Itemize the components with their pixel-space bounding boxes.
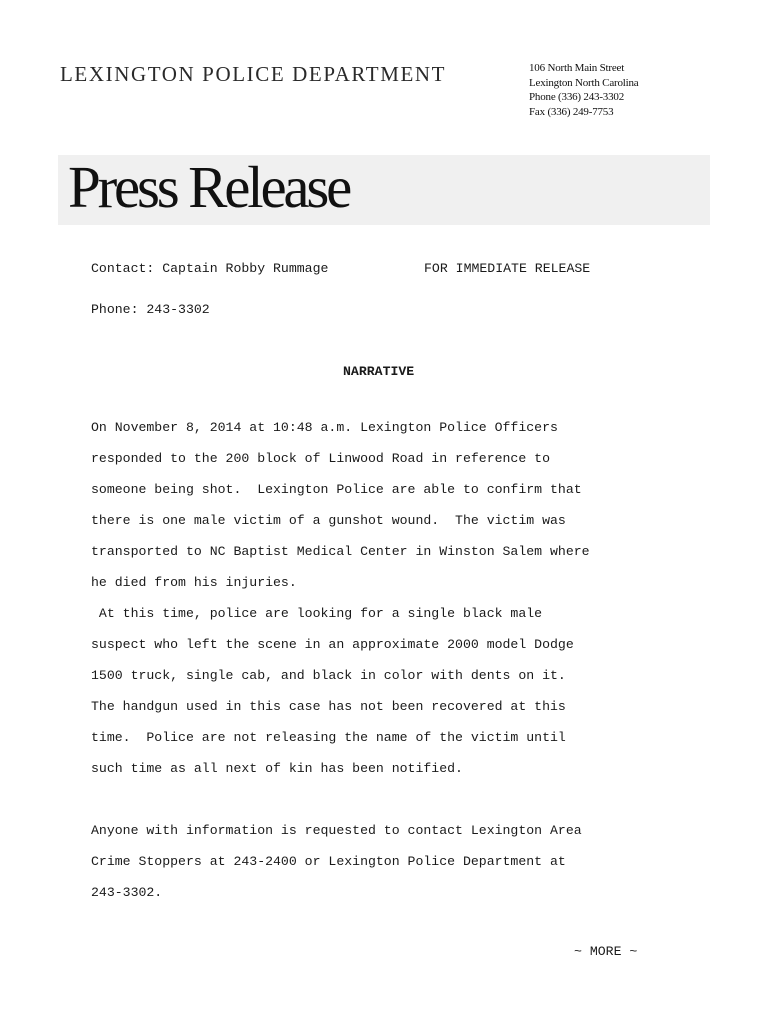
department-name: LEXINGTON POLICE DEPARTMENT xyxy=(60,62,447,86)
paragraph-line: responded to the 200 block of Linwood Road in reference to xyxy=(91,451,550,466)
paragraph-line: suspect who left the scene in an approximate 2000 model Dodge xyxy=(91,637,574,652)
paragraph-line: there is one male victim of a gunshot wound. The victim was xyxy=(91,513,566,528)
narrative-paragraph-2 xyxy=(91,815,691,908)
contact-phone: Phone: 243-3302 xyxy=(91,302,210,317)
contact-person: Contact: Captain Robby Rummage xyxy=(91,261,329,276)
narrative-paragraph-1 xyxy=(91,412,691,784)
paragraph-line: Anyone with information is requested to contact Lexington Area xyxy=(91,823,582,838)
paragraph-line: 1500 truck, single cab, and black in color with dents on it. xyxy=(91,668,566,683)
press-release-banner xyxy=(58,155,710,225)
paragraph-line: he died from his injuries. xyxy=(91,575,297,590)
paragraph-line: such time as all next of kin has been notified. xyxy=(91,761,463,776)
paragraph-line: Crime Stoppers at 243-2400 or Lexington Police Department at xyxy=(91,854,566,869)
address-street: 106 North Main Street xyxy=(529,62,625,74)
address-fax: Fax (336) 249-7753 xyxy=(529,105,614,118)
more-indicator: ~ MORE ~ xyxy=(574,944,638,959)
paragraph-line: 243-3302. xyxy=(91,885,163,900)
department-address xyxy=(529,61,638,119)
address-city: Lexington North Carolina xyxy=(529,76,639,89)
paragraph-line: time. Police are not releasing the name of the victim until xyxy=(91,730,566,745)
narrative-heading: NARRATIVE xyxy=(343,364,415,379)
paragraph-line: At this time, police are looking for a single black male xyxy=(91,606,543,621)
address-phone: Phone (336) 243-3302 xyxy=(529,91,624,103)
paragraph-line: On November 8, 2014 at 10:48 a.m. Lexington Police Officers xyxy=(91,420,558,435)
paragraph-line: The handgun used in this case has not been recovered at this xyxy=(91,699,566,714)
paragraph-line: transported to NC Baptist Medical Center in Winston Salem where xyxy=(91,544,590,559)
paragraph-line: someone being shot. Lexington Police are able to confirm that xyxy=(91,482,582,497)
press-release-title: Press Release xyxy=(68,154,350,220)
release-status: FOR IMMEDIATE RELEASE xyxy=(424,261,591,276)
